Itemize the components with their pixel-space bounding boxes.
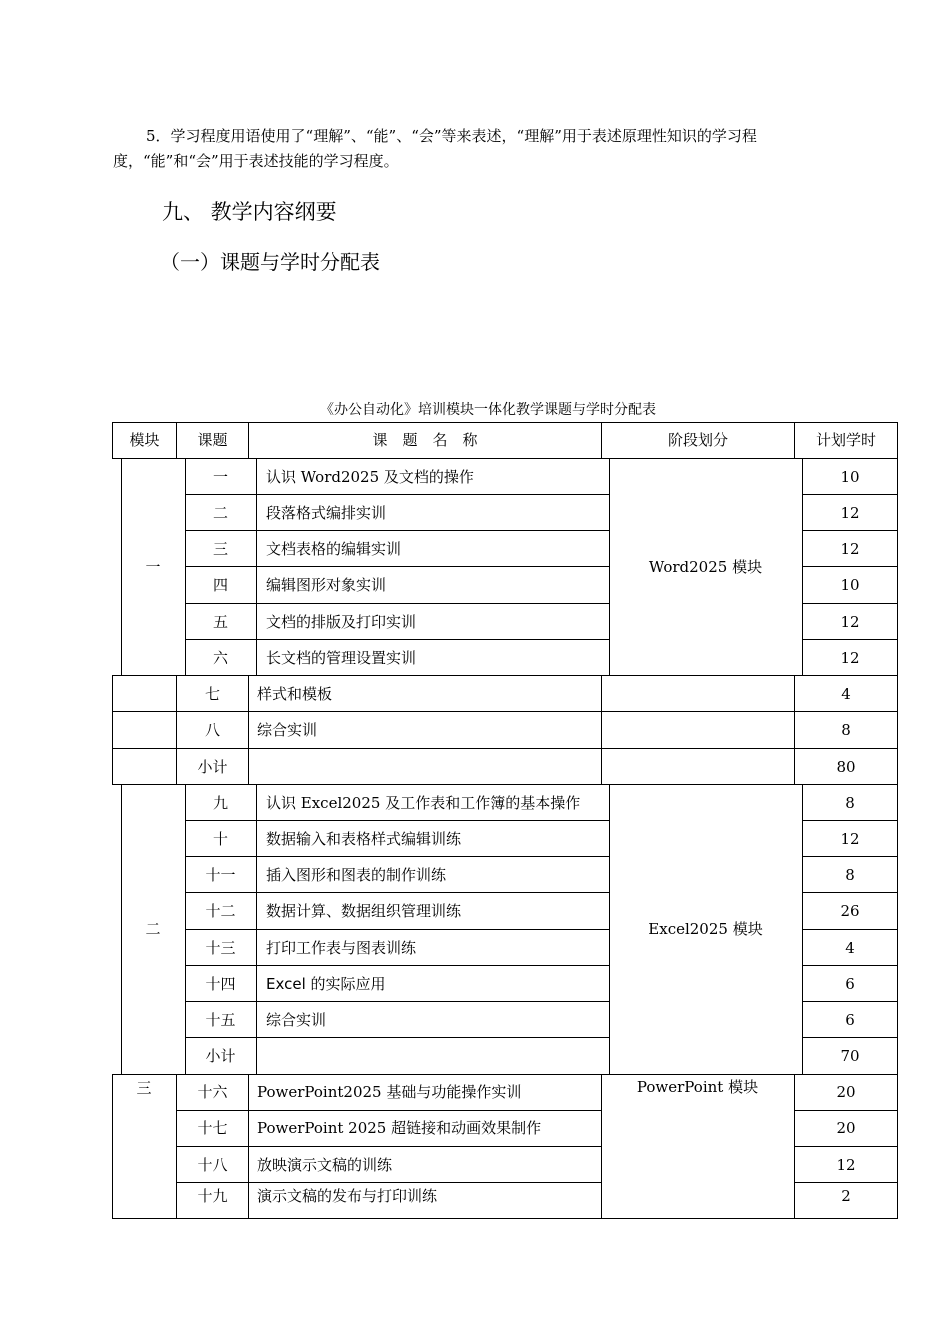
- stage-label: Excel2025 模块: [648, 920, 763, 938]
- row-hours: 10: [840, 468, 860, 486]
- row-name: 数据计算、数据组织管理训练: [266, 902, 462, 920]
- row-name: 综合实训: [266, 1011, 327, 1029]
- row-hours: 6: [845, 1011, 855, 1029]
- row-number: 一: [212, 468, 228, 486]
- subtotal-label: 小计: [197, 758, 228, 776]
- row-name: 样式和模板: [257, 685, 333, 703]
- row-name: PowerPoint2025 基础与功能操作实训: [257, 1083, 522, 1101]
- row-hours: 4: [845, 939, 855, 957]
- row-name: 文档表格的编辑实训: [266, 540, 402, 558]
- row-name: 演示文稿的发布与打印训练: [257, 1187, 438, 1205]
- module-label: 一: [145, 558, 161, 576]
- module-label: 三: [136, 1079, 152, 1097]
- row-name: 数据输入和表格样式编辑训练: [266, 830, 462, 848]
- row-number: 十九: [197, 1187, 228, 1205]
- table-caption: 《办公自动化》培训模块一体化教学课题与学时分配表: [320, 402, 656, 418]
- row-hours: 12: [836, 1156, 856, 1174]
- row-name: 综合实训: [257, 721, 318, 739]
- row-name: 文档的排版及打印实训: [266, 613, 417, 631]
- row-number: 三: [212, 540, 228, 558]
- module-label: 二: [145, 920, 161, 938]
- row-hours: 8: [841, 721, 851, 739]
- row-hours: 2: [841, 1187, 851, 1205]
- row-number: 十一: [205, 866, 236, 884]
- row-number: 六: [212, 649, 228, 667]
- row-name: PowerPoint 2025 超链接和动画效果制作: [257, 1119, 542, 1137]
- row-name: 放映演示文稿的训练: [257, 1156, 393, 1174]
- row-hours: 20: [836, 1083, 856, 1101]
- subtotal-hours: 70: [840, 1047, 860, 1065]
- row-hours: 12: [840, 649, 860, 667]
- row-name: Excel 的实际应用: [266, 975, 386, 993]
- header-topic-name: 课 题 名 称: [372, 431, 478, 449]
- row-hours: 12: [840, 613, 860, 631]
- row-number: 十七: [197, 1119, 228, 1137]
- row-name: 段落格式编排实训: [266, 504, 387, 522]
- row-number: 七: [204, 685, 220, 703]
- row-hours: 12: [840, 540, 860, 558]
- header-hours: 计划学时: [815, 431, 876, 449]
- row-hours: 10: [840, 576, 860, 594]
- row-name: 认识 Word2025 及文档的操作: [266, 468, 474, 486]
- row-hours: 8: [845, 794, 855, 812]
- row-number: 十四: [205, 975, 236, 993]
- row-hours: 26: [840, 902, 860, 920]
- row-number: 八: [204, 721, 220, 739]
- row-hours: 6: [845, 975, 855, 993]
- row-number: 五: [212, 613, 228, 631]
- row-hours: 12: [840, 504, 860, 522]
- row-number: 九: [212, 794, 228, 812]
- subtotal-hours: 80: [836, 758, 856, 776]
- row-hours: 20: [836, 1119, 856, 1137]
- row-name: 编辑图形对象实训: [266, 576, 387, 594]
- row-number: 十五: [205, 1011, 236, 1029]
- header-topic: 课题: [197, 431, 228, 449]
- row-number: 十六: [197, 1083, 228, 1101]
- body-paragraph: 5．学习程度用语使用了“理解”、“能”、“会”等来表述，“理解”用于表述原理性知识的学习程度，“能”和“会”用于表述技能的学习程度。: [113, 127, 757, 170]
- row-number: 二: [212, 504, 228, 522]
- row-number: 四: [212, 576, 228, 594]
- subtotal-label: 小计: [205, 1047, 236, 1065]
- row-hours: 12: [840, 830, 860, 848]
- row-name: 认识 Excel2025 及工作表和工作簿的基本操作: [266, 794, 581, 812]
- row-number: 十三: [205, 939, 236, 957]
- row-name: 打印工作表与图表训练: [266, 939, 417, 957]
- row-hours: 4: [841, 685, 851, 703]
- subsection-heading: （一）课题与学时分配表: [160, 250, 380, 274]
- section-heading: 九、 教学内容纲要: [162, 200, 337, 224]
- row-name: 插入图形和图表的制作训练: [266, 866, 447, 884]
- header-stage: 阶段划分: [667, 431, 728, 449]
- row-number: 十二: [205, 902, 236, 920]
- row-number: 十: [212, 830, 228, 848]
- header-module: 模块: [129, 431, 160, 449]
- row-hours: 8: [845, 866, 855, 884]
- stage-label: PowerPoint 模块: [636, 1078, 759, 1096]
- row-name: 长文档的管理设置实训: [266, 649, 417, 667]
- stage-label: Word2025 模块: [648, 558, 763, 576]
- row-number: 十八: [197, 1156, 228, 1174]
